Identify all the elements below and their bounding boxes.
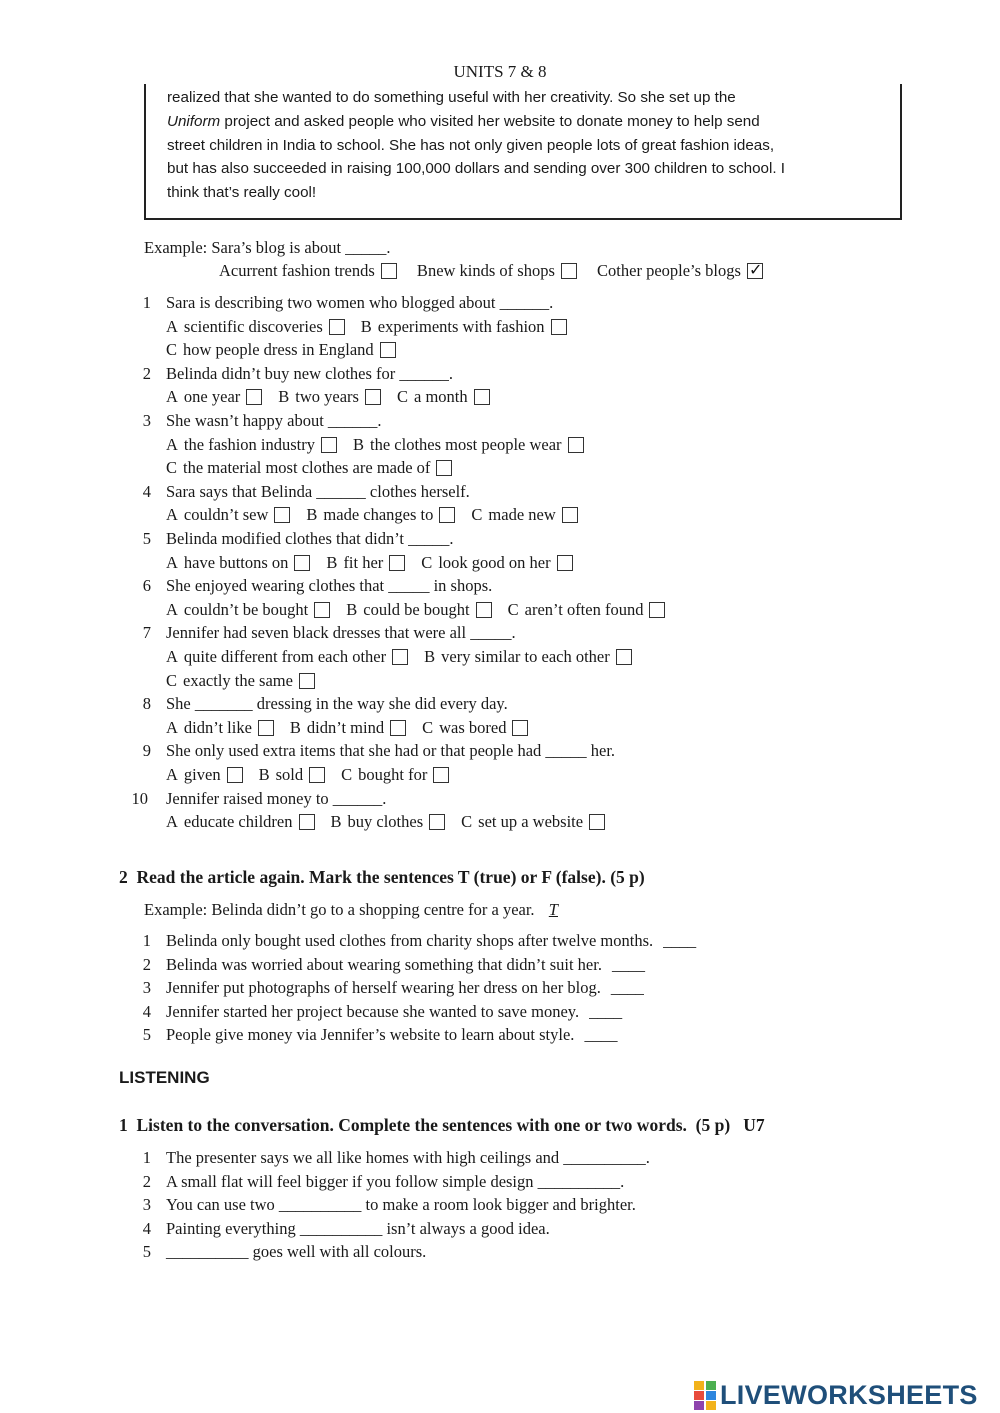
question-stem: Belinda modified clothes that didn’t _____. [166,529,454,548]
option-letter: A [166,316,178,336]
option-a[interactable] [166,387,262,407]
option-text: educate children [183,812,293,832]
checkbox[interactable] [294,555,310,571]
option-letter: A [166,552,178,572]
question-number: 5 [142,529,151,548]
option-letter: A [166,505,178,525]
option-c[interactable] [166,671,315,691]
checkbox[interactable] [380,342,396,358]
listening-heading: 1 Listen to the conversation. Complete the sentences with one or two words. (5 p) U7 [119,1115,765,1135]
tf-text: Jennifer put photographs of herself wearing her dress on her blog. [166,978,601,998]
tf-answer-blank[interactable]: ____ [584,1025,618,1045]
listening-number: 3 [142,1195,151,1215]
option-text: couldn’t be bought [183,599,309,619]
option-text: scientific discoveries [183,316,323,336]
option-b[interactable] [346,600,491,620]
option-letter: B [360,316,372,336]
option-letter: B [306,505,318,525]
listening-item[interactable]: __________ goes well with all colours. [166,1242,427,1262]
checkbox[interactable] [429,814,445,830]
question-stem: She wasn’t happy about ______. [166,411,382,430]
option-c[interactable] [508,600,666,620]
option-text: buy clothes [347,812,424,832]
option-b[interactable] [278,387,381,407]
listening-item[interactable]: A small flat will feel bigger if you follow simple design __________. [166,1171,625,1191]
option-a[interactable] [166,505,290,525]
option-text: how people dress in England [183,340,374,360]
tf-example-answer: T [548,900,558,919]
question-options [166,435,594,455]
option-text: made new [488,505,556,525]
question-stem: Jennifer had seven black dresses that were all _____. [166,623,516,643]
question-stem: She _______ dressing in the way she did every day. [166,694,508,714]
listening-title: LISTENING [119,1068,210,1087]
option-text: couldn’t sew [183,505,269,525]
question-options [166,553,583,573]
question-options [166,765,459,785]
tf-text: Belinda was worried about wearing something that didn’t suit her. [166,954,602,974]
option-letter: A [166,765,178,784]
question-options [166,458,462,478]
checkbox[interactable] [561,263,577,279]
option-letter: C [166,340,178,360]
checkbox[interactable] [274,507,290,523]
option-text: look good on her [438,552,551,572]
option-text: aren’t often found [524,599,644,619]
option-a[interactable] [166,435,337,455]
question-stem: Sara says that Belinda ______ clothes herself. [166,481,470,501]
listening-item[interactable]: The presenter says we all like homes with high ceilings and __________. [166,1148,650,1167]
option-text: experiments with fashion [377,316,545,336]
option-letter: A [166,717,178,737]
question-stem: Belinda didn’t buy new clothes for ______. [166,363,454,383]
question-number: 10 [131,788,148,808]
option-text: have buttons on [183,552,289,572]
tf-number: 3 [142,978,151,998]
option-c[interactable] [166,340,396,360]
article-excerpt [144,84,902,220]
example-options [219,261,773,281]
option-letter: A [166,434,178,454]
option-b[interactable] [331,812,446,832]
option-text: set up a website [478,812,584,832]
question-stem: She only used extra items that she had or that people had _____ her. [166,741,616,761]
example-option-b[interactable]: Bnew kinds of shops [417,261,577,281]
tf-answer-blank[interactable]: ____ [589,1001,623,1021]
checkbox[interactable] [649,602,665,618]
question-number: 8 [142,694,151,714]
tf-answer-blank[interactable]: ____ [611,954,645,974]
checkbox[interactable] [568,437,584,453]
option-c[interactable] [471,505,577,525]
option-text: quite different from each other [183,647,387,666]
option-letter: B [326,552,338,572]
option-a[interactable] [166,647,408,667]
option-a[interactable] [166,812,315,832]
option-letter: A [166,387,178,407]
option-letter: B [353,434,365,454]
option-letter: C [461,812,473,832]
option-letter: C [396,387,408,407]
checkbox[interactable] [390,720,406,736]
option-a[interactable] [166,317,345,337]
option-c[interactable] [422,718,528,738]
checkbox[interactable] [246,389,262,405]
option-letter: A [166,812,178,832]
checkbox[interactable] [309,767,325,783]
checkbox[interactable] [439,507,455,523]
checkbox[interactable] [392,649,408,665]
checkbox[interactable] [551,319,567,335]
checkbox[interactable] [557,555,573,571]
option-text: sold [275,765,304,784]
checkbox[interactable] [589,814,605,830]
option-a[interactable] [166,718,274,738]
option-text: very similar to each other [441,647,610,666]
option-text: the fashion industry [183,434,315,454]
option-b[interactable] [424,647,632,667]
option-text: could be bought [363,599,470,619]
option-letter: B [424,647,436,666]
option-b[interactable] [290,718,406,738]
option-text: was bored [439,717,507,737]
article-line: think that’s really cool! [167,184,317,202]
tf-text: Jennifer started her project because she wanted to save money. [166,1001,580,1021]
question-number: 4 [142,481,151,501]
option-b[interactable] [306,505,455,525]
logo-mark-icon [694,1381,718,1409]
option-text: given [183,765,221,784]
question-number: 2 [142,363,151,383]
listening-item[interactable]: You can use two __________ to make a room look bigger and brighter. [166,1195,636,1215]
option-c[interactable] [166,458,452,478]
option-text: didn’t mind [306,717,385,737]
option-b[interactable] [353,435,584,455]
checkbox[interactable] [562,507,578,523]
option-text: the material most clothes are made of [183,458,431,478]
question-number: 1 [142,293,151,312]
checkbox[interactable] [433,767,449,783]
question-stem: Sara is describing two women who blogged about ______. [166,293,554,312]
question-options [166,505,588,525]
question-options [166,718,538,738]
liveworksheets-logo [694,1378,978,1412]
option-a[interactable] [166,765,243,785]
option-text: the clothes most people wear [370,434,562,454]
option-letter: B [258,765,270,784]
checkbox[interactable] [227,767,243,783]
option-letter: B [278,387,290,407]
exercise-2-heading: 2 Read the article again. Mark the sentences T (true) or F (false). (5 p) [119,867,645,887]
logo-text: LIVEWORKSHEETS [720,1379,978,1410]
page-header: UNITS 7 & 8 [453,62,547,81]
option-letter: B [330,812,342,832]
checkbox[interactable] [299,814,315,830]
option-letter: C [421,552,433,572]
checkbox[interactable] [314,602,330,618]
question-number: 7 [142,623,151,643]
checkbox-checked[interactable] [747,263,763,279]
listening-item[interactable]: Painting everything __________ isn’t always a good idea. [166,1218,550,1238]
option-text: bought for [358,765,428,784]
option-text: one year [183,387,241,407]
option-letter: C [507,599,519,619]
tf-answer-blank[interactable]: ____ [663,931,697,950]
checkbox[interactable] [365,389,381,405]
option-letter: A [166,599,178,619]
example-option-a[interactable]: Acurrent fashion trends [219,261,397,281]
checkbox[interactable] [616,649,632,665]
option-text: exactly the same [183,670,293,690]
checkbox[interactable] [381,263,397,279]
question-options [166,671,325,691]
checkbox[interactable] [329,319,345,335]
article-line: Uniform project and asked people who visited her website to donate money to help send [167,112,760,130]
tf-number: 4 [142,1001,151,1021]
tf-item [166,978,644,998]
question-stem: She enjoyed wearing clothes that _____ in shops. [166,576,493,596]
question-number: 3 [142,411,151,430]
tf-text: Belinda only bought used clothes from charity shops after twelve months. [166,931,654,950]
option-text: made changes to [323,505,434,525]
tf-example: Example: Belinda didn’t go to a shopping centre for a year. T [144,900,564,920]
listening-number: 5 [142,1242,151,1262]
checkbox[interactable] [436,460,452,476]
option-a[interactable] [166,553,310,573]
article-italic-title: Uniform [167,112,221,130]
option-c[interactable] [341,765,449,785]
checkbox[interactable] [258,720,274,736]
question-stem: Jennifer raised money to ______. [166,788,387,808]
option-b[interactable] [361,317,567,337]
option-letter: B [346,599,358,619]
tf-number: 2 [142,954,151,974]
listening-number: 2 [142,1171,151,1191]
option-letter: A [166,647,178,666]
option-text: didn’t like [183,717,252,737]
checkbox[interactable] [389,555,405,571]
question-options [166,340,406,360]
checkbox[interactable] [474,389,490,405]
tf-item [166,1002,622,1022]
tf-number: 1 [142,931,151,950]
tf-item [166,1025,617,1045]
question-options [166,647,642,667]
option-text: a month [414,387,468,407]
option-letter: C [166,670,178,690]
option-letter: C [166,458,178,478]
option-text: fit her [343,552,384,572]
article-line: street children in India to school. She has not only given people lots of great fashion ideas, [167,136,775,154]
listening-number: 4 [142,1218,151,1238]
tf-number: 5 [142,1025,151,1045]
checkbox[interactable] [299,673,315,689]
checkbox[interactable] [512,720,528,736]
option-c[interactable] [421,553,572,573]
question-options [166,812,615,832]
option-c[interactable] [461,812,605,832]
article-line: but has also succeeded in raising 100,000 dollars and sending over 300 children to school. I [167,160,786,178]
tf-item [166,955,645,975]
option-b[interactable] [326,553,405,573]
option-text: two years [295,387,359,407]
article-line: realized that she wanted to do something useful with her creativity. So she set up the [167,89,736,106]
example-stem: Example: Sara’s blog is about _____. [144,238,391,257]
option-letter: C [341,765,353,784]
option-b[interactable] [259,765,326,785]
question-options [166,600,675,620]
question-number: 6 [142,576,151,596]
option-letter: B [289,717,301,737]
listening-number: 1 [142,1148,151,1167]
option-letter: C [471,505,483,525]
option-c[interactable] [397,387,490,407]
example-option-c[interactable]: Cother people’s blogs✓ [597,261,763,281]
option-letter: C [422,717,434,737]
question-number: 9 [142,741,151,761]
tf-text: People give money via Jennifer’s website to learn about style. [166,1025,575,1045]
question-options [166,317,577,337]
tf-answer-blank[interactable]: ____ [610,978,644,998]
option-a[interactable] [166,600,330,620]
question-options [166,387,500,407]
tf-item [166,931,696,951]
checkbox[interactable] [476,602,492,618]
checkbox[interactable] [321,437,337,453]
